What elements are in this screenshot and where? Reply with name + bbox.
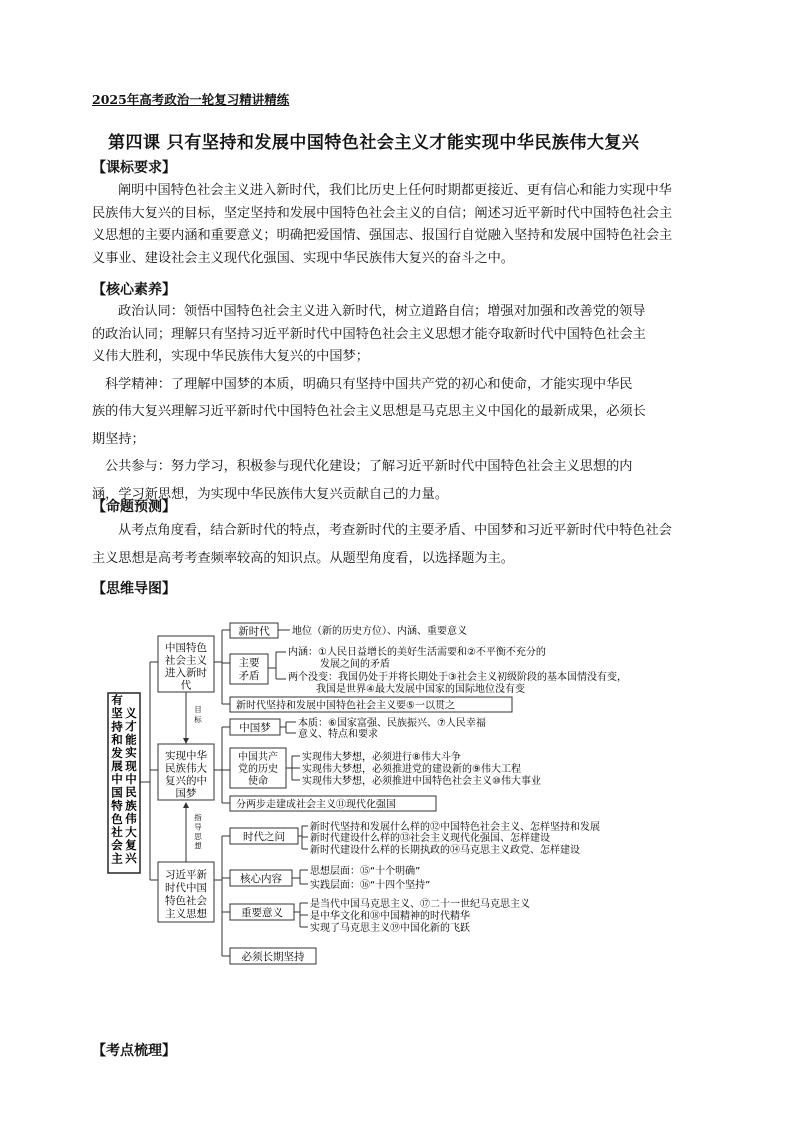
svg-text:必须长期坚持: 必须长期坚持 — [241, 951, 305, 963]
root-text-line: 中 — [125, 772, 137, 786]
svg-text:实现伟大梦想，必须进行⑧伟大斗争: 实现伟大梦想，必须进行⑧伟大斗争 — [302, 752, 461, 763]
root-text-line: 和 — [111, 732, 123, 747]
hexin-paragraph: 政治认同：领悟中国特色社会主义进入新时代，树立道路自信；增强对加强和改善党的领导 的政治认同；理解只有坚持习近平新时代中国特色社会主义思想才能夺取新时代中国特色社会主 义伟大胜利，实现中华民族伟大复兴的中国梦； 科学精神：了理解中国梦的本质，明确只有坚持中国共产党的初心和使命，才能实现中华民 族的伟大复兴理解习近平新时代中国特色社会主义思想是马克思主义中国化的最新成果，必须长 期坚持； 公共参与：努力学习，积极参与现代化建设；了解习近平新时代中国特色社会主义思想的内 涵，学习新思想，为实现中华民族伟大复兴贡献自己的力量。 — [92, 304, 646, 502]
b2-text-line: 实现中华 — [165, 750, 207, 762]
section-heading-hexin: 【核心素养】 — [92, 282, 176, 298]
b2-text-line: 民族伟大 — [165, 762, 207, 775]
root-text-line: 主 — [111, 851, 123, 866]
root-text-line: 坚 — [111, 706, 123, 721]
svg-text:时代之问: 时代之问 — [243, 831, 285, 843]
svg-text:实践层面：⑯“十四个坚持”: 实践层面：⑯“十四个坚持” — [310, 880, 431, 891]
root-text-line: 伟 — [125, 811, 137, 826]
arrow1-text-line: 标 — [194, 715, 202, 724]
svg-text:实现了马克思主义⑲中国化新的飞跃: 实现了马克思主义⑲中国化新的飞跃 — [310, 923, 470, 934]
svg-text:实现伟大梦想，必须推进党的建设新的⑨伟大工程: 实现伟大梦想，必须推进党的建设新的⑨伟大工程 — [302, 764, 521, 775]
svg-text:意义、特点和要求: 意义、特点和要求 — [298, 729, 378, 740]
svg-text:内涵：①人民日益增长的美好生活需要和②不平衡不充分的: 内涵：①人民日益增长的美好生活需要和②不平衡不充分的 — [288, 647, 546, 658]
root-text-line: 复 — [125, 838, 137, 852]
root-text-line: 能 — [125, 732, 137, 747]
svg-text:新时代建设什么样的长期执政的⑭马克思主义政党、怎样建设: 新时代建设什么样的长期执政的⑭马克思主义政党、怎样建设 — [310, 845, 580, 856]
svg-text:新时代建设什么样的⑬社会主义现代化强国、怎样建设: 新时代建设什么样的⑬社会主义现代化强国、怎样建设 — [310, 833, 550, 844]
svg-text:矛盾: 矛盾 — [238, 670, 260, 682]
root-text-line: 特 — [111, 798, 123, 813]
svg-text:是当代中国马克思主义、⑰二十一世纪马克思主义: 是当代中国马克思主义、⑰二十一世纪马克思主义 — [310, 899, 530, 910]
svg-text:我国是世界④最大发展中国家的国际地位没有变: 我国是世界④最大发展中国家的国际地位没有变 — [316, 684, 525, 695]
svg-text:新时代: 新时代 — [238, 625, 270, 638]
svg-text:发展之间的矛盾: 发展之间的矛盾 — [320, 659, 390, 670]
root-text-line: 展 — [111, 759, 123, 773]
arrow-label-goal — [194, 705, 202, 724]
svg-text:两个没变：我国仍处于并将长期处于③社会主义初级阶段的基本国情: 两个没变：我国仍处于并将长期处于③社会主义初级阶段的基本国情没有变， — [288, 672, 627, 683]
root-text-line: 色 — [111, 811, 123, 826]
svg-text:分两步走建成社会主义⑪现代化强国: 分两步走建成社会主义⑪现代化强国 — [236, 799, 396, 811]
root-text-line: 会 — [111, 838, 123, 853]
kebiao-paragraph: 阐明中国特色社会主义进入新时代，我们比历史上任何时期都更接近、更有信心和能力实现中华 民族伟大复兴的目标，坚定坚持和发展中国特色社会主义的自信；阐述习近平新时代中国特色社会主 义思想的主要内涵和重要意义；明确把爱国情、强国志、报国行自觉融入坚持和发展中国特色社会主 义事业、建设社会主义现代化强国、实现中华民族伟大复兴的奋斗之中。 — [92, 183, 673, 266]
yuce-paragraph: 从考点角度看，结合新时代的特点，考查新时代的主要矛盾、中国梦和习近平新时代中特色社会 主义思想是高考考查频率较高的知识点。从题型角度看，以选择题为主。 — [92, 523, 672, 566]
svg-text:中国梦: 中国梦 — [239, 722, 271, 734]
root-text-line: 持 — [111, 719, 123, 734]
section-heading-kaodian: 【考点梳理】 — [92, 1043, 176, 1059]
svg-text:新时代坚持和发展什么样的⑫中国特色社会主义、怎样坚持和发展: 新时代坚持和发展什么样的⑫中国特色社会主义、怎样坚持和发展 — [310, 822, 600, 833]
svg-text:党的历史: 党的历史 — [238, 764, 278, 775]
root-text-line: 中 — [111, 772, 123, 787]
arrow2-text-line: 思 — [194, 832, 202, 841]
root-text-line: 实 — [125, 745, 137, 760]
b1-text-line: 代 — [180, 679, 192, 692]
svg-text:使命: 使命 — [248, 776, 268, 787]
arrow1-text-line: 目 — [194, 705, 202, 714]
svg-text:实现伟大梦想，必须推进中国特色社会主义⑩伟大事业: 实现伟大梦想，必须推进中国特色社会主义⑩伟大事业 — [302, 776, 541, 787]
root-text-line: 民 — [125, 785, 137, 800]
b3-text-line: 主义思想 — [165, 908, 207, 920]
lesson-title: 第四课 只有坚持和发展中国特色社会主义才能实现中华民族伟大复兴 — [108, 133, 640, 153]
b3-text-line: 时代中国 — [165, 882, 207, 894]
b3-text-line: 习近平新 — [165, 869, 207, 881]
svg-text:核心内容: 核心内容 — [240, 873, 282, 885]
b1-text-line: 社会主义 — [165, 654, 207, 667]
svg-text:是中华文化和⑱中国精神的时代精华: 是中华文化和⑱中国精神的时代精华 — [310, 911, 470, 922]
b3-text-line: 特色社会 — [165, 895, 207, 907]
root-text-line: 有 — [111, 693, 123, 707]
root-text-line: 社 — [111, 825, 123, 839]
arrow-label-guiding — [194, 812, 202, 851]
section-heading-yuce: 【命题预测】 — [92, 499, 176, 515]
root-text-line: 义 — [125, 706, 137, 720]
b1-text-line: 进入新时 — [165, 667, 207, 679]
arrow2-text-line: 导 — [194, 822, 202, 832]
root-text-line: 国 — [111, 785, 123, 800]
b1-text-line: 中国特色 — [165, 642, 207, 654]
b2-text-line: 复兴的中 — [165, 775, 207, 787]
root-text-line: 族 — [125, 798, 137, 813]
svg-text:思想层面：⑮“十个明确”: 思想层面：⑮“十个明确” — [310, 866, 421, 877]
b2-text-line: 国梦 — [175, 787, 197, 800]
svg-text:本质：⑥国家富强、民族振兴、⑦人民幸福: 本质：⑥国家富强、民族振兴、⑦人民幸福 — [298, 718, 486, 729]
svg-text:中国共产: 中国共产 — [238, 752, 278, 763]
section-heading-kebiao: 【课标要求】 — [92, 160, 176, 176]
section-heading-mindmap: 【思维导图】 — [92, 581, 176, 597]
root-text-line: 才 — [125, 719, 137, 734]
xinshidai-text: 地位（新的历史方位）、内涵、重要意义 — [292, 626, 467, 637]
arrow2-text-line: 指 — [194, 813, 202, 822]
branch-label-3 — [165, 869, 207, 920]
root-text-line: 兴 — [125, 851, 137, 866]
root-text-line: 现 — [125, 758, 137, 773]
doc-header: 2025年高考政治一轮复习精讲精练 — [92, 92, 290, 107]
svg-text:主要: 主要 — [238, 657, 260, 669]
svg-text:新时代坚持和发展中国特色社会主义要⑤一以贯之: 新时代坚持和发展中国特色社会主义要⑤一以贯之 — [236, 700, 455, 712]
root-text-line: 大 — [125, 824, 137, 839]
root-text-line: 发 — [111, 745, 123, 760]
svg-text:重要意义: 重要意义 — [241, 907, 283, 919]
arrow2-text-line: 想 — [194, 841, 202, 851]
